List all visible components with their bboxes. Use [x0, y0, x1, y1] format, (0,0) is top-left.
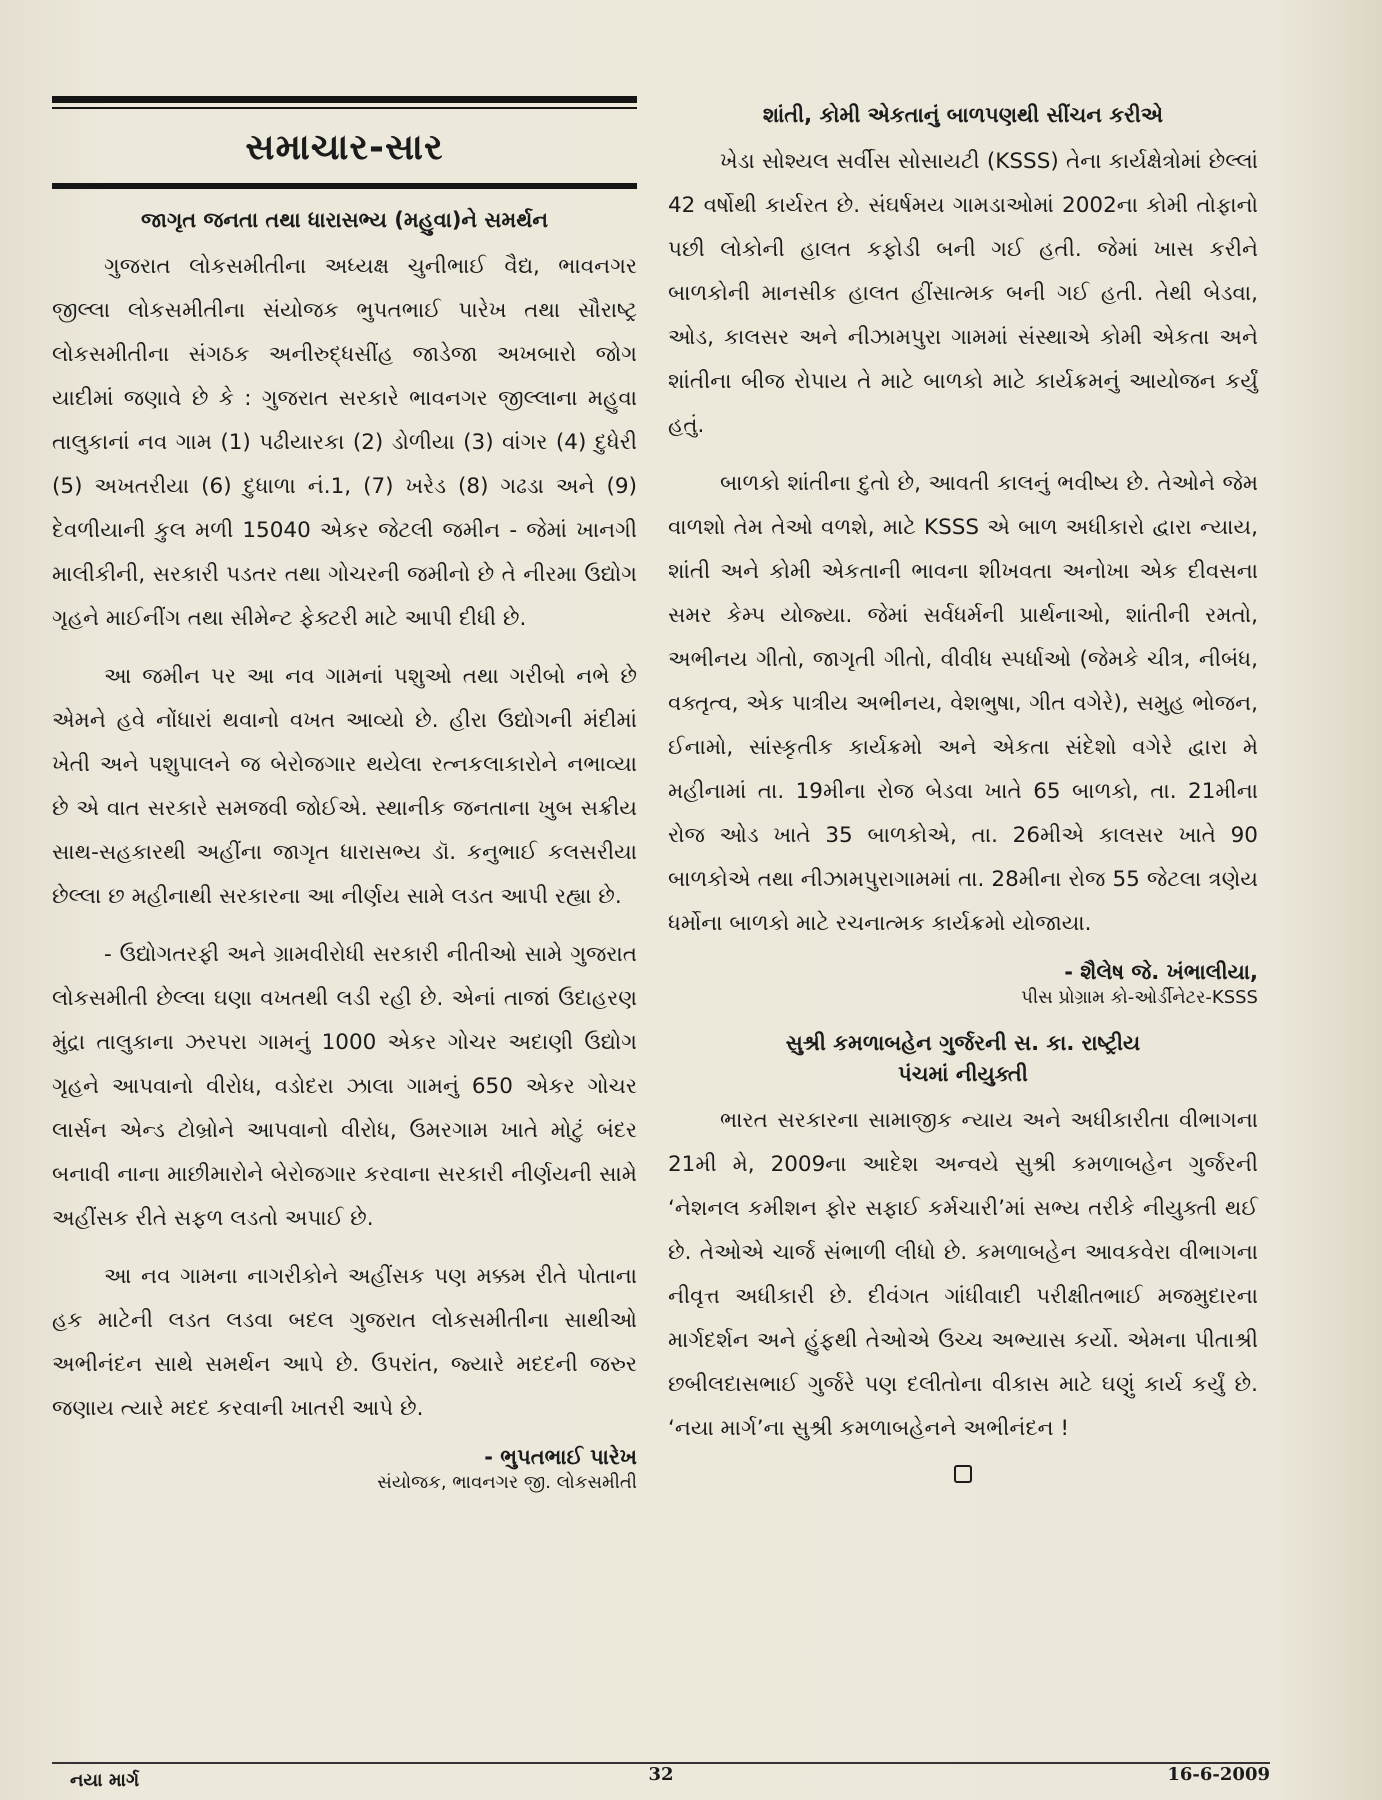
left-article-paragraph: ગુજરાત લોકસમીતીના અધ્યક્ષ ચુનીભાઈ વૈદ્ય, ભાવનગર જીલ્લા લોકસમીતીના સંયોજક ભુપતભાઈ પારેખ તથા સૌરાષ્ટ્ર લોકસમીતીના સંગઠક અનીરુદ્ધસીંહ જાડેજા અખબારો જોગ યાદીમાં જણાવે છે કે : ગુજરાત સરકારે ભાવનગર જીલ્લાના મહુવા તાલુકાનાં નવ ગામ (1) પઢીયારકા (2) ડોળીયા (3) વાંગર (4) દુધેરી (5) અખતરીયા (6) દુધાળા નં.1, (7) ખરેડ (8) ગઢડા અને (9) દેવળીયાની કુલ મળી 15040 એકર જેટલી જમીન - જેમાં ખાનગી માલીકીની, સરકારી પડતર તથા ગોચરની જમીનો છે તે નીરમા ઉદ્યોગ ગૃહને માઈનીંગ તથા સીમેન્ટ ફેક્ટરી માટે આપી દીધી છે. [52, 253, 637, 631]
left-article-headline: જાગૃત જનતા તથા ધારાસભ્ય (મહુવા)ને સમર્થન [141, 208, 548, 232]
left-article-signature-name: - ભુપતભાઈ પારેખ [484, 1444, 637, 1469]
masthead-rule-top [52, 96, 637, 103]
left-article-signature-role: સંયોજક, ભાવનગર જી. લોકસમીતી [377, 1471, 637, 1493]
section-masthead: સમાચાર-સાર [245, 127, 444, 168]
left-article-paragraph: આ જમીન પર આ નવ ગામનાં પશુઓ તથા ગરીબો નભે છે એમને હવે નોંધારાં થવાનો વખત આવ્યો છે. હીરા ઉદ્યોગની મંદીમાં ખેતી અને પશુપાલને જ બેરોજગાર થયેલા રત્નકલાકારોને નભાવ્યા છે એ વાત સરકારે સમજવી જોઈએ. સ્થાનીક જનતાના ખુબ સક્રીય સાથ-સહકારથી અહીંના જાગૃત ધારાસભ્ય ડૉ. કનુભાઈ કલસરીયા છેલ્લા છ મહીનાથી સરકારના આ નીર્ણય સામે લડત આપી રહ્યા છે. [52, 663, 637, 909]
right-article-1-headline: શાંતી, કોમી એકતાનું બાળપણથી સીંચન કરીએ [762, 103, 1164, 127]
right-article-1-paragraph: બાળકો શાંતીના દુતો છે, આવતી કાલનું ભવીષ્ય છે. તેઓને જેમ વાળશો તેમ તેઓ વળશે, માટે KSSS એ બાળ અધીકારો દ્વારા ન્યાય, શાંતી અને કોમી એકતાની ભાવના શીખવતા અનોખા એક દીવસના સમર કેમ્પ યોજ્યા. જેમાં સર્વધર્મની પ્રાર્થનાઓ, શાંતીની રમતો, અભીનય ગીતો, જાગૃતી ગીતો, વીવીધ સ્પર્ધાઓ (જેમકે ચીત્ર, નીબંધ, વક્તૃત્વ, એક પાત્રીય અભીનય, વેશભુષા, ગીત વગેરે), સમુહ ભોજન, ઈનામો, સાંસ્કૃતીક કાર્યક્રમો અને એકતા સંદેશો વગેરે દ્વારા મે મહીનામાં તા. 19મીના રોજ બેડવા ખાતે 65 બાળકો, તા. 21મીના રોજ ઓડ ખાતે 35 બાળકોએ, તા. 26મીએ કાલસર ખાતે 90 બાળકોએ તથા નીઝામપુરાગામમાં તા. 28મીના રોજ 55 જેટલા ત્રણેય ધર્મોના બાળકો માટે રચનાત્મક કાર્યક્રમો યોજાયા. [668, 470, 1258, 936]
page-footer [52, 1764, 1270, 1796]
right-article-2-headline-line2: પંચમાં નીયુક્તી [898, 1062, 1028, 1086]
right-article-1-paragraph: ખેડા સોશ્યલ સર્વીસ સોસાયટી (KSSS) તેના કાર્યક્ષેત્રોમાં છેલ્લાં 42 વર્ષોથી કાર્યરત છે. સંઘર્ષમય ગામડાઓમાં 2002ના કોમી તોફાનો પછી લોકોની હાલત કફોડી બની ગઈ હતી. જેમાં ખાસ કરીને બાળકોની માનસીક હાલત હીંસાત્મક બની ગઈ હતી. તેથી બેડવા, ઓડ, કાલસર અને નીઝામપુરા ગામમાં સંસ્થાએ કોમી એકતા અને શાંતીના બીજ રોપાય તે માટે બાળકો માટે કાર્યક્રમનું આયોજન કર્યું હતું. [668, 148, 1258, 438]
left-column [52, 96, 637, 1493]
end-of-article-square-icon [954, 1465, 972, 1483]
left-article-paragraph: આ નવ ગામના નાગરીકોને અહીંસક પણ મક્કમ રીતે પોતાના હક માટેની લડત લડવા બદલ ગુજરાત લોકસમીતીના સાથીઓ અભીનંદન સાથે સમર્થન આપે છે. ઉપરાંત, જ્યારે મદદની જરુર જણાય ત્યારે મદદ કરવાની ખાતરી આપે છે. [52, 1263, 637, 1421]
right-article-1-signature-name: - શૈલેષ જે. ખંભાલીયા, [1064, 959, 1258, 984]
footer-page-number: 32 [648, 1764, 674, 1785]
left-article-paragraph: - ઉદ્યોગતરફી અને ગ્રામવીરોધી સરકારી નીતીઓ સામે ગુજરાત લોકસમીતી છેલ્લા ઘણા વખતથી લડી રહી છે. એનાં તાજાં ઉદાહરણ મુંદ્રા તાલુકાના ઝરપરા ગામનું 1000 એકર ગોચર અદાણી ઉદ્યોગ ગૃહને આપવાનો વીરોધ, વડોદરા ઝાલા ગામનું 650 એકર ગોચર લાર્સન એન્ડ ટોબ્રોને આપવાનો વીરોધ, ઉમરગામ ખાતે મોટું બંદર બનાવી નાના માછીમારોને બેરોજગાર કરવાના સરકારી નીર્ણયની સામે અહીંસક રીતે સફળ લડતો અપાઈ છે. [52, 941, 637, 1231]
right-article-2-headline-line1: સુશ્રી કમળાબહેન ગુર્જરની સ. કા. રાષ્ટ્રીય [785, 1030, 1141, 1055]
right-article-2-paragraph: ભારત સરકારના સામાજીક ન્યાય અને અધીકારીતા વીભાગના 21મી મે, 2009ના આદેશ અન્વયે સુશ્રી કમળાબહેન ગુર્જરની ‘નેશનલ કમીશન ફોર સફાઈ કર્મચારી’માં સભ્ય તરીકે નીયુક્તી થઈ છે. તેઓએ ચાર્જ સંભાળી લીધો છે. કમળાબહેન આવકવેરા વીભાગના નીવૃત્ત અધીકારી છે. દીવંગત ગાંધીવાદી પરીક્ષીતભાઈ મજમુદારના માર્ગદર્શન અને હુંફથી તેઓએ ઉચ્ચ અભ્યાસ કર્યો. એમના પીતાશ્રી છબીલદાસભાઈ ગુર્જરે પણ દલીતોના વીકાસ માટે ઘણું કાર્ય કર્યું છે. ‘નયા માર્ગ’ના સુશ્રી કમળાબહેનને અભીનંદન ! [668, 1107, 1258, 1441]
footer-publication-name: નયા માર્ગ [70, 1770, 140, 1791]
footer-date: 16-6-2009 [1167, 1764, 1270, 1785]
right-column [668, 100, 1258, 1483]
masthead-rule-bottom [52, 183, 637, 189]
right-article-1-signature-role: પીસ પ્રોગ્રામ કો-ઓર્ડીનેટર-KSSS [1021, 986, 1258, 1008]
